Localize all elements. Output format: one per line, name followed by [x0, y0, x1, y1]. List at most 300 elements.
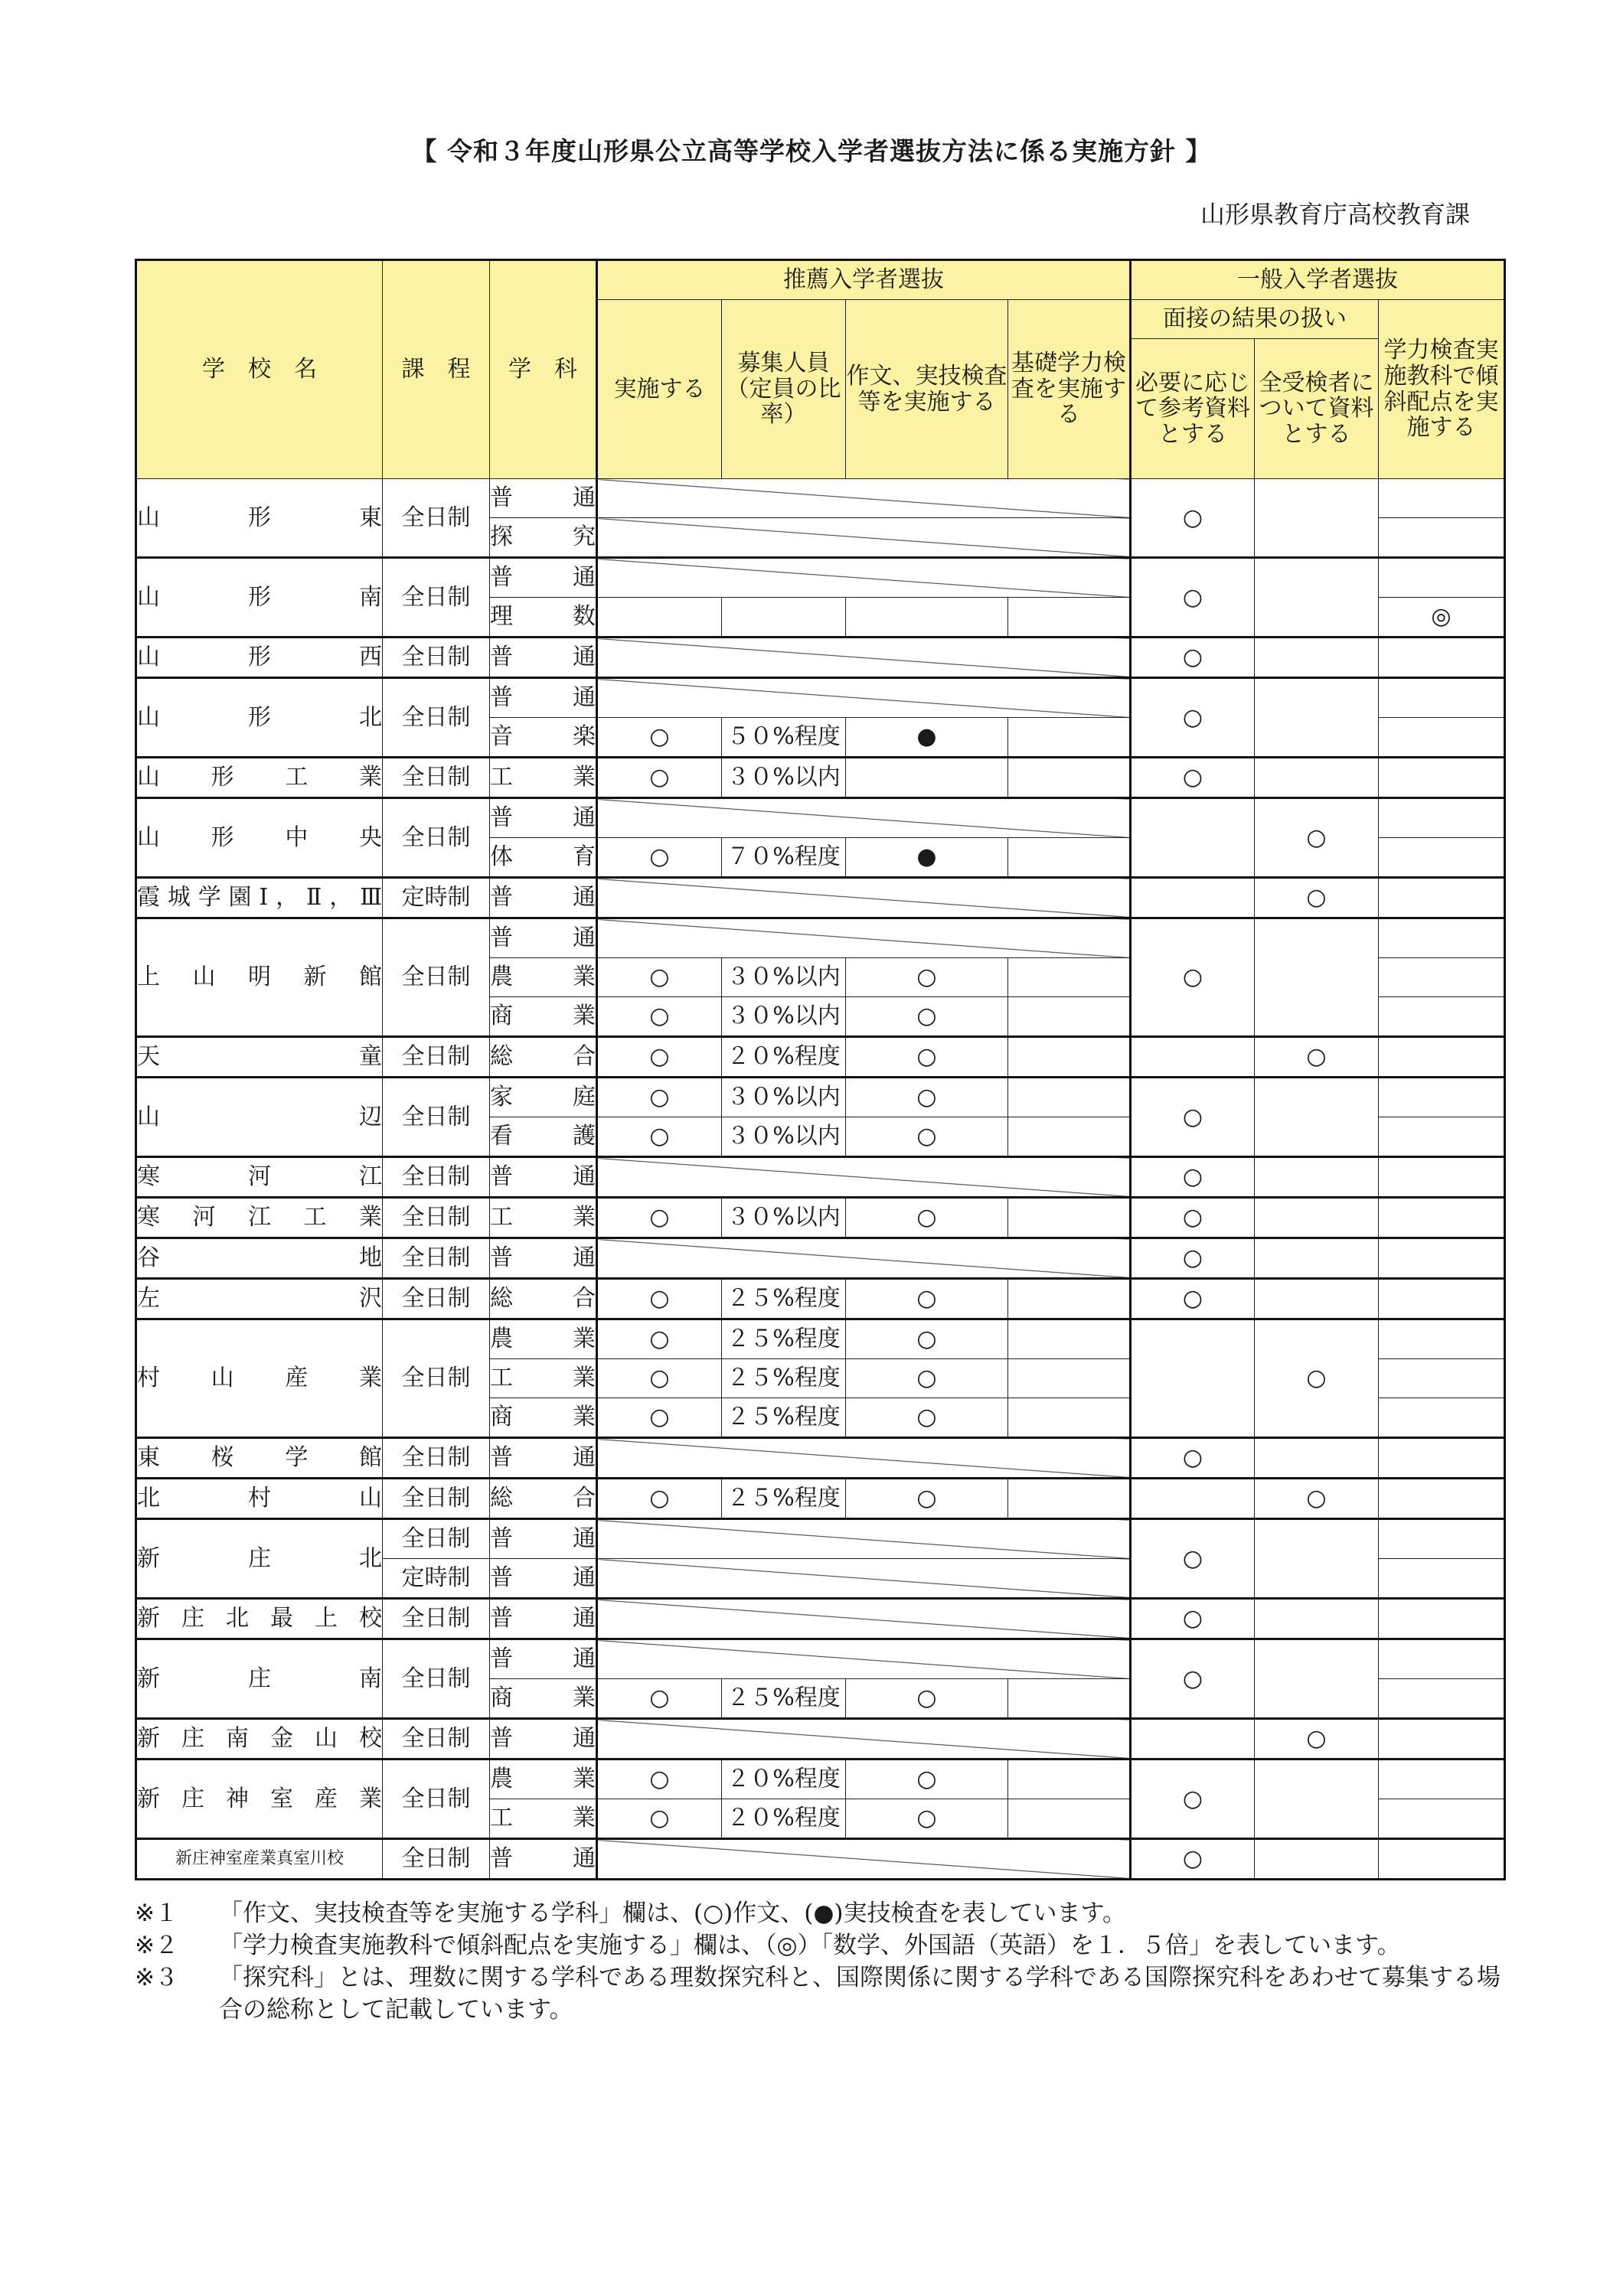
weighted-scoring: [1379, 1479, 1505, 1519]
weighted-scoring: [1379, 798, 1505, 838]
interview-reference: ○: [1131, 1519, 1255, 1599]
interview-reference: [1131, 1037, 1255, 1078]
interview-reference: [1131, 798, 1255, 878]
header-all-examinees: 全受検者について資料とする: [1255, 339, 1379, 479]
weighted-scoring: [1379, 958, 1505, 997]
course: 全日制: [383, 1238, 490, 1279]
course: 全日制: [383, 1479, 490, 1519]
recommend-implement: ○: [597, 958, 722, 997]
table-row: [136, 1760, 1505, 1799]
weighted-scoring: [1379, 1519, 1505, 1559]
recommend-not-applicable: [597, 1639, 1131, 1679]
subject: 総合: [490, 1479, 597, 1519]
weighted-scoring: [1379, 1719, 1505, 1760]
recommend-implement: ○: [597, 1359, 722, 1398]
recommend-not-applicable: [597, 558, 1131, 598]
header-course: 課 程: [383, 260, 490, 479]
note-text: 「探究科」とは、理数に関する学科である理数探究科と、国際関係に関する学科である国際探究科をあわせて募集する場合の総称として記載しています。: [219, 1963, 1501, 2024]
recommend-not-applicable: [597, 1438, 1131, 1479]
school-name: 山形工業: [136, 758, 383, 798]
recommend-essay: ○: [846, 1078, 1008, 1117]
table-row: [136, 1639, 1505, 1679]
recommend-essay: ○: [846, 1799, 1008, 1839]
recommend-basic: [1008, 958, 1131, 997]
recommend-not-applicable: [597, 1157, 1131, 1198]
course: 全日制: [383, 798, 490, 878]
school-name: 上山明新館: [136, 918, 383, 1037]
school-name: 天童: [136, 1037, 383, 1078]
interview-all-examinees: [1255, 479, 1379, 558]
subject: 農業: [490, 958, 597, 997]
header-basic: 基礎学力検査を実施する: [1008, 300, 1131, 479]
recommend-basic: [1008, 1359, 1131, 1398]
recommend-essay: [846, 598, 1008, 638]
table-row: [136, 1599, 1505, 1639]
school-name: 新庄南金山校: [136, 1719, 383, 1760]
interview-reference: [1131, 1719, 1255, 1760]
header-subject: 学 科: [490, 260, 597, 479]
table-row: [136, 1438, 1505, 1479]
header-school: 学 校 名: [136, 260, 383, 479]
subject: 総合: [490, 1279, 597, 1319]
header-weighted: 学力検査実施教科で傾斜配点を実施する: [1379, 300, 1505, 479]
interview-all-examinees: [1255, 558, 1379, 638]
table-row: [136, 1839, 1505, 1880]
recommend-not-applicable: [597, 798, 1131, 838]
course: 全日制: [383, 558, 490, 638]
recommend-basic: [1008, 1037, 1131, 1078]
header-suisen: 推薦入学者選抜: [597, 260, 1131, 300]
header-ippan: 一般入学者選抜: [1131, 260, 1505, 300]
course: 全日制: [383, 758, 490, 798]
interview-reference: ○: [1131, 558, 1255, 638]
school-name: 山形西: [136, 638, 383, 678]
recommend-basic: [1008, 1799, 1131, 1839]
recommend-quota: ２５%程度: [722, 1319, 846, 1359]
subject: 工業: [490, 1799, 597, 1839]
course: 全日制: [383, 638, 490, 678]
interview-all-examinees: ○: [1255, 1319, 1379, 1438]
subject: 農業: [490, 1319, 597, 1359]
recommend-quota: [722, 598, 846, 638]
weighted-scoring: [1379, 1438, 1505, 1479]
subject: 普通: [490, 678, 597, 718]
school-name: 山形南: [136, 558, 383, 638]
recommend-essay: ○: [846, 1760, 1008, 1799]
subject: 普通: [490, 479, 597, 518]
subject: 探究: [490, 518, 597, 558]
recommend-basic: [1008, 1198, 1131, 1238]
course: 全日制: [383, 1279, 490, 1319]
department-label: 山形県教育庁高校教育課: [1200, 200, 1470, 229]
recommend-implement: ○: [597, 1679, 722, 1719]
note-mark: ※３: [135, 1963, 178, 1991]
recommend-implement: ○: [597, 1078, 722, 1117]
interview-all-examinees: [1255, 1279, 1379, 1319]
subject: 商業: [490, 1398, 597, 1438]
weighted-scoring: [1379, 1078, 1505, 1117]
note-text: 「学力検査実施教科で傾斜配点を実施する」欄は、（◎）「数学、外国語（英語）を１．５倍」を表しています。: [219, 1931, 1401, 1959]
page-title: 【 令和３年度山形県公立高等学校入学者選抜方法に係る実施方針 】: [411, 136, 1212, 166]
interview-all-examinees: [1255, 1519, 1379, 1599]
weighted-scoring: [1379, 558, 1505, 598]
recommend-essay: ○: [846, 1679, 1008, 1719]
weighted-scoring: [1379, 1639, 1505, 1679]
recommend-quota: ２５%程度: [722, 1359, 846, 1398]
recommend-not-applicable: [597, 1238, 1131, 1279]
recommend-essay: ○: [846, 1359, 1008, 1398]
recommend-implement: ○: [597, 1279, 722, 1319]
header-reference: 必要に応じて参考資料とする: [1131, 339, 1255, 479]
recommend-basic: [1008, 1398, 1131, 1438]
subject: 工業: [490, 1359, 597, 1398]
interview-all-examinees: ○: [1255, 798, 1379, 878]
recommend-essay: ○: [846, 1398, 1008, 1438]
recommend-quota: ３０%以内: [722, 997, 846, 1037]
weighted-scoring: [1379, 1599, 1505, 1639]
interview-all-examinees: ○: [1255, 878, 1379, 918]
interview-all-examinees: [1255, 1238, 1379, 1279]
course: 全日制: [383, 1078, 490, 1157]
table-row: [136, 558, 1505, 598]
recommend-quota: ５０%程度: [722, 718, 846, 758]
recommend-not-applicable: [597, 918, 1131, 958]
weighted-scoring: [1379, 838, 1505, 878]
table-row: [136, 1078, 1505, 1117]
weighted-scoring: [1379, 518, 1505, 558]
recommend-not-applicable: [597, 678, 1131, 718]
course: 定時制: [383, 878, 490, 918]
header-quota: 募集人員（定員の比率）: [722, 300, 846, 479]
interview-reference: [1131, 1479, 1255, 1519]
weighted-scoring: [1379, 718, 1505, 758]
recommend-essay: ○: [846, 1319, 1008, 1359]
selection-policy-table: [135, 259, 1506, 1880]
interview-reference: ○: [1131, 678, 1255, 758]
recommend-basic: [1008, 1279, 1131, 1319]
course: 全日制: [383, 1037, 490, 1078]
course: 全日制: [383, 1157, 490, 1198]
recommend-implement: ○: [597, 1037, 722, 1078]
interview-reference: [1131, 1319, 1255, 1438]
subject: 工業: [490, 758, 597, 798]
recommend-quota: ２５%程度: [722, 1398, 846, 1438]
subject: 普通: [490, 1599, 597, 1639]
recommend-not-applicable: [597, 878, 1131, 918]
school-name: 寒河江: [136, 1157, 383, 1198]
course: 全日制: [383, 1839, 490, 1880]
school-name: 北村山: [136, 1479, 383, 1519]
note-2: [135, 1930, 1513, 1962]
recommend-implement: ○: [597, 718, 722, 758]
recommend-not-applicable: [597, 1719, 1131, 1760]
interview-all-examinees: [1255, 1839, 1379, 1880]
note-mark: ※１: [135, 1900, 178, 1927]
recommend-basic: [1008, 1679, 1131, 1719]
weighted-scoring: [1379, 997, 1505, 1037]
weighted-scoring: [1379, 758, 1505, 798]
recommend-basic: [1008, 997, 1131, 1037]
subject: 普通: [490, 1519, 597, 1559]
recommend-basic: [1008, 1760, 1131, 1799]
table-row: [136, 1198, 1505, 1238]
weighted-scoring: [1379, 1037, 1505, 1078]
recommend-essay: ○: [846, 1479, 1008, 1519]
interview-all-examinees: ○: [1255, 1479, 1379, 1519]
interview-reference: ○: [1131, 1198, 1255, 1238]
course: 全日制: [383, 1719, 490, 1760]
recommend-essay: ○: [846, 1037, 1008, 1078]
interview-all-examinees: [1255, 1157, 1379, 1198]
recommend-essay: ●: [846, 718, 1008, 758]
recommend-not-applicable: [597, 638, 1131, 678]
interview-all-examinees: ○: [1255, 1037, 1379, 1078]
table-row: [136, 1719, 1505, 1760]
recommend-implement: ○: [597, 1760, 722, 1799]
subject: 普通: [490, 918, 597, 958]
note-mark: ※２: [135, 1931, 178, 1959]
subject: 工業: [490, 1198, 597, 1238]
school-name: 東桜学館: [136, 1438, 383, 1479]
recommend-basic: [1008, 838, 1131, 878]
subject: 普通: [490, 1839, 597, 1880]
interview-all-examinees: [1255, 918, 1379, 1037]
school-name: 左沢: [136, 1279, 383, 1319]
recommend-essay: ○: [846, 1279, 1008, 1319]
recommend-quota: ２５%程度: [722, 1479, 846, 1519]
table-row: [136, 878, 1505, 918]
recommend-basic: [1008, 1078, 1131, 1117]
table-row: [136, 798, 1505, 838]
weighted-scoring: [1379, 1839, 1505, 1880]
recommend-essay: ○: [846, 1117, 1008, 1157]
course: 全日制: [383, 1760, 490, 1839]
subject: 看護: [490, 1117, 597, 1157]
interview-reference: ○: [1131, 1839, 1255, 1880]
recommend-quota: ２０%程度: [722, 1037, 846, 1078]
recommend-essay: [846, 758, 1008, 798]
school-name: 霞城学園Ⅰ，Ⅱ，Ⅲ: [136, 878, 383, 918]
interview-reference: ○: [1131, 1599, 1255, 1639]
weighted-scoring: [1379, 1117, 1505, 1157]
subject: 商業: [490, 1679, 597, 1719]
school-name: 新庄神室産業: [136, 1760, 383, 1839]
interview-reference: ○: [1131, 638, 1255, 678]
recommend-basic: [1008, 598, 1131, 638]
weighted-scoring: [1379, 1760, 1505, 1799]
subject: 普通: [490, 1639, 597, 1679]
interview-reference: [1131, 878, 1255, 918]
school-name: 新庄北最上校: [136, 1599, 383, 1639]
note-1: [135, 1898, 1513, 1930]
school-name: 谷地: [136, 1238, 383, 1279]
subject: 普通: [490, 1719, 597, 1760]
subject: 普通: [490, 1438, 597, 1479]
recommend-not-applicable: [597, 1559, 1131, 1599]
header-interview: 面接の結果の扱い: [1131, 300, 1379, 339]
recommend-basic: [1008, 1319, 1131, 1359]
weighted-scoring: [1379, 678, 1505, 718]
recommend-basic: [1008, 758, 1131, 798]
subject: 家庭: [490, 1078, 597, 1117]
recommend-basic: [1008, 1479, 1131, 1519]
school-name: 新庄北: [136, 1519, 383, 1599]
school-name: 村山産業: [136, 1319, 383, 1438]
weighted-scoring: [1379, 1559, 1505, 1599]
table-row: [136, 1479, 1505, 1519]
interview-all-examinees: [1255, 678, 1379, 758]
interview-reference: ○: [1131, 758, 1255, 798]
recommend-quota: ２５%程度: [722, 1279, 846, 1319]
subject: 音楽: [490, 718, 597, 758]
recommend-implement: ○: [597, 838, 722, 878]
table-row: [136, 678, 1505, 718]
recommend-implement: ○: [597, 1398, 722, 1438]
course: 全日制: [383, 1198, 490, 1238]
recommend-quota: ２５%程度: [722, 1679, 846, 1719]
table-row: [136, 1037, 1505, 1078]
recommend-quota: ３０%以内: [722, 758, 846, 798]
school-name: 寒河江工業: [136, 1198, 383, 1238]
recommend-implement: ○: [597, 758, 722, 798]
weighted-scoring: [1379, 918, 1505, 958]
recommend-quota: ３０%以内: [722, 958, 846, 997]
school-name: 山形中央: [136, 798, 383, 878]
recommend-quota: ２０%程度: [722, 1760, 846, 1799]
header-implement: 実施する: [597, 300, 722, 479]
course: 全日制: [383, 918, 490, 1037]
weighted-scoring: [1379, 638, 1505, 678]
school-name: 新庄南: [136, 1639, 383, 1719]
course: 全日制: [383, 1639, 490, 1719]
interview-reference: ○: [1131, 1157, 1255, 1198]
recommend-quota: ３０%以内: [722, 1198, 846, 1238]
table-row: [136, 1238, 1505, 1279]
recommend-implement: ○: [597, 997, 722, 1037]
subject: 普通: [490, 1238, 597, 1279]
recommend-essay: ○: [846, 1198, 1008, 1238]
table-row: [136, 479, 1505, 518]
header-essay: 作文、実技検査等を実施する: [846, 300, 1008, 479]
note-3: [135, 1962, 1513, 2027]
recommend-basic: [1008, 1117, 1131, 1157]
subject: 商業: [490, 997, 597, 1037]
weighted-scoring: [1379, 1398, 1505, 1438]
weighted-scoring: [1379, 1359, 1505, 1398]
table-row: [136, 638, 1505, 678]
weighted-scoring: ◎: [1379, 598, 1505, 638]
subject: 農業: [490, 1760, 597, 1799]
recommend-implement: [597, 598, 722, 638]
recommend-not-applicable: [597, 479, 1131, 518]
subject: 普通: [490, 1157, 597, 1198]
course: 全日制: [383, 479, 490, 558]
interview-all-examinees: [1255, 1438, 1379, 1479]
recommend-essay: ●: [846, 838, 1008, 878]
weighted-scoring: [1379, 479, 1505, 518]
weighted-scoring: [1379, 1198, 1505, 1238]
school-name: 山辺: [136, 1078, 383, 1157]
recommend-quota: ３０%以内: [722, 1117, 846, 1157]
interview-all-examinees: [1255, 1599, 1379, 1639]
recommend-not-applicable: [597, 518, 1131, 558]
school-name: 山形北: [136, 678, 383, 758]
interview-reference: ○: [1131, 1639, 1255, 1719]
course: 全日制: [383, 1519, 490, 1559]
table-row: [136, 1319, 1505, 1359]
interview-reference: ○: [1131, 918, 1255, 1037]
interview-all-examinees: [1255, 1078, 1379, 1157]
subject: 普通: [490, 1559, 597, 1599]
subject: 理数: [490, 598, 597, 638]
school-name: 山形東: [136, 479, 383, 558]
course: 全日制: [383, 1438, 490, 1479]
subject: 普通: [490, 878, 597, 918]
interview-reference: ○: [1131, 479, 1255, 558]
subject: 普通: [490, 558, 597, 598]
interview-all-examinees: [1255, 1639, 1379, 1719]
recommend-not-applicable: [597, 1519, 1131, 1559]
course: 定時制: [383, 1559, 490, 1599]
interview-reference: ○: [1131, 1078, 1255, 1157]
recommend-quota: ７０%程度: [722, 838, 846, 878]
interview-all-examinees: [1255, 1198, 1379, 1238]
school-name: 新庄神室産業真室川校: [136, 1839, 383, 1880]
interview-all-examinees: [1255, 1760, 1379, 1839]
interview-reference: ○: [1131, 1238, 1255, 1279]
recommend-implement: ○: [597, 1198, 722, 1238]
recommend-not-applicable: [597, 1599, 1131, 1639]
weighted-scoring: [1379, 1238, 1505, 1279]
subject: 体育: [490, 838, 597, 878]
table-row: [136, 1519, 1505, 1559]
interview-reference: ○: [1131, 1279, 1255, 1319]
weighted-scoring: [1379, 1279, 1505, 1319]
recommend-implement: ○: [597, 1799, 722, 1839]
recommend-quota: ２０%程度: [722, 1799, 846, 1839]
interview-all-examinees: [1255, 758, 1379, 798]
subject: 普通: [490, 798, 597, 838]
recommend-quota: ３０%以内: [722, 1078, 846, 1117]
interview-reference: ○: [1131, 1438, 1255, 1479]
weighted-scoring: [1379, 1157, 1505, 1198]
weighted-scoring: [1379, 1319, 1505, 1359]
table-row: [136, 758, 1505, 798]
recommend-essay: ○: [846, 958, 1008, 997]
recommend-not-applicable: [597, 1839, 1131, 1880]
notes: [135, 1898, 1513, 2026]
weighted-scoring: [1379, 1799, 1505, 1839]
table-row: [136, 1157, 1505, 1198]
interview-all-examinees: ○: [1255, 1719, 1379, 1760]
table-row: [136, 918, 1505, 958]
recommend-implement: ○: [597, 1117, 722, 1157]
recommend-implement: ○: [597, 1479, 722, 1519]
interview-reference: ○: [1131, 1760, 1255, 1839]
course: 全日制: [383, 1599, 490, 1639]
interview-all-examinees: [1255, 638, 1379, 678]
course: 全日制: [383, 678, 490, 758]
subject: 普通: [490, 638, 597, 678]
subject: 総合: [490, 1037, 597, 1078]
weighted-scoring: [1379, 1679, 1505, 1719]
note-text: 「作文、実技検査等を実施する学科」欄は、(○)作文、(●)実技検査を表しています。: [219, 1900, 1126, 1927]
recommend-basic: [1008, 718, 1131, 758]
recommend-implement: ○: [597, 1319, 722, 1359]
recommend-essay: ○: [846, 997, 1008, 1037]
table-row: [136, 1279, 1505, 1319]
course: 全日制: [383, 1319, 490, 1438]
